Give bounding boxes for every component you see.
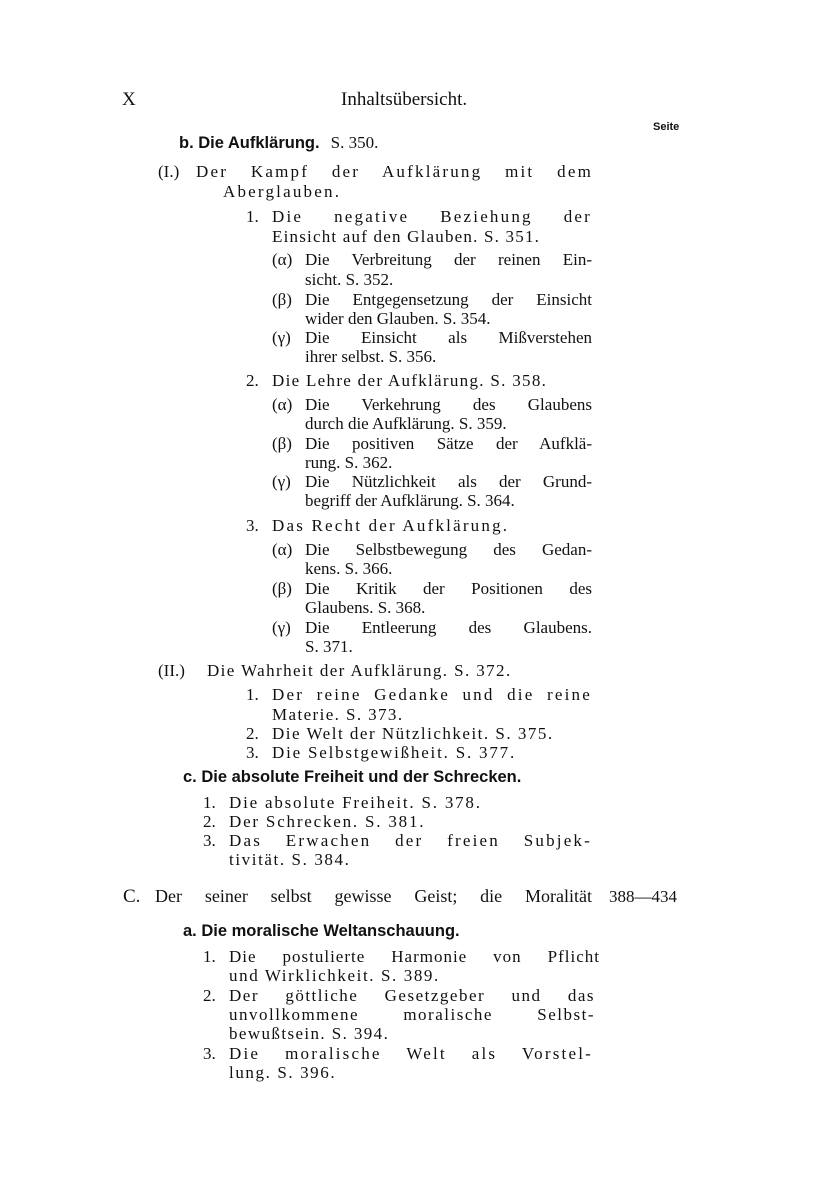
toc-entry-line: Die Selbstbewegung des Gedan- <box>305 540 592 559</box>
column-label-seite: Seite <box>653 121 680 133</box>
page-number: X <box>122 89 136 110</box>
part-II-title: Die Wahrheit der Aufklärung. S. 372. <box>207 661 512 680</box>
item-number: 2. <box>203 812 216 831</box>
toc-entry-line: ihrer selbst. S. 356. <box>305 347 437 366</box>
item-number: 2. <box>203 986 216 1005</box>
toc-entry-line: sicht. S. 352. <box>305 270 394 289</box>
part-II-label: (II.) <box>158 661 185 680</box>
toc-entry-line: Das Erwachen der freien Subjek- <box>229 831 592 850</box>
sub-label: (α) <box>272 395 293 414</box>
toc-entry-line: Einsicht auf den Glauben. S. 351. <box>272 227 541 246</box>
toc-entry-line: Die Entgegensetzung der Einsicht <box>305 290 592 309</box>
toc-entry-line: rung. S. 362. <box>305 453 393 472</box>
item-number: 2. <box>246 371 259 390</box>
toc-entry-line: und Wirklichkeit. S. 389. <box>229 966 440 985</box>
item-number: 3. <box>203 831 216 850</box>
toc-entry-line: wider den Glauben. S. 354. <box>305 309 491 328</box>
item-number: 2. <box>246 724 259 743</box>
toc-entry-line: Die Welt der Nützlichkeit. S. 375. <box>272 724 554 743</box>
part-C-title: Der seiner selbst gewisse Geist; die Moralität <box>155 886 592 906</box>
toc-entry-line: lung. S. 396. <box>229 1063 337 1082</box>
toc-entry-line: Die Verbreitung der reinen Ein- <box>305 250 592 269</box>
sub-label: (α) <box>272 540 293 559</box>
sub-label: (γ) <box>272 472 291 491</box>
toc-entry-line: Die Entleerung des Glaubens. <box>305 618 592 637</box>
section-heading-text: b. Die Aufklärung. <box>179 134 320 152</box>
sub-label: (α) <box>272 250 293 269</box>
toc-entry-line: Die Einsicht als Mißverstehen <box>305 328 592 347</box>
item-number: 1. <box>203 947 216 966</box>
toc-entry-line: Der reine Gedanke und die reine <box>272 685 592 704</box>
toc-entry-line: Materie. S. 373. <box>272 705 404 724</box>
part-C-pages: 388—434 <box>609 887 677 906</box>
toc-entry-line: Die absolute Freiheit. S. 378. <box>229 793 482 812</box>
toc-entry-line: unvollkommene moralische Selbst- <box>229 1005 595 1024</box>
toc-entry-line: bewußtsein. S. 394. <box>229 1024 390 1043</box>
item-number: 1. <box>246 685 259 704</box>
sub-label: (β) <box>272 579 292 598</box>
section-b-heading <box>179 133 378 153</box>
section-a-heading: a. Die moralische Weltanschauung. <box>183 922 460 940</box>
sub-label: (γ) <box>272 328 291 347</box>
item-number: 3. <box>246 743 259 762</box>
toc-entry-line: Die moralische Welt als Vorstel- <box>229 1044 593 1063</box>
toc-entry-line: Die Lehre der Aufklärung. S. 358. <box>272 371 548 390</box>
toc-entry-line: kens. S. 366. <box>305 559 393 578</box>
sub-label: (β) <box>272 434 292 453</box>
toc-entry-line: tivität. S. 384. <box>229 850 351 869</box>
part-C-label: C. <box>123 886 141 907</box>
toc-entry-line: Der Schrecken. S. 381. <box>229 812 426 831</box>
part-I-label: (I.) <box>158 162 180 181</box>
toc-entry-line: Glaubens. S. 368. <box>305 598 426 617</box>
toc-entry-line: Die Kritik der Positionen des <box>305 579 592 598</box>
toc-entry-line: S. 371. <box>305 637 353 656</box>
toc-entry-line: Die Verkehrung des Glaubens <box>305 395 592 414</box>
toc-entry-line: begriff der Aufklärung. S. 364. <box>305 491 515 510</box>
item-number: 1. <box>246 207 259 226</box>
toc-entry-line: Die postulierte Harmonie von Pflicht <box>229 947 600 966</box>
sub-label: (β) <box>272 290 292 309</box>
toc-entry-line: Das Recht der Aufklärung. <box>272 516 510 535</box>
toc-entry-line: Die Nützlichkeit als der Grund- <box>305 472 592 491</box>
toc-entry-line: Die negative Beziehung der <box>272 207 592 226</box>
item-number: 3. <box>246 516 259 535</box>
toc-entry-line: Die Selbstgewißheit. S. 377. <box>272 743 516 762</box>
sub-label: (γ) <box>272 618 291 637</box>
part-I-title-cont: Aberglauben. <box>223 182 342 201</box>
toc-entry-line: durch die Aufklärung. S. 359. <box>305 414 507 433</box>
part-I-title: Der Kampf der Aufklärung mit dem <box>196 162 593 181</box>
item-number: 1. <box>203 793 216 812</box>
section-c-heading: c. Die absolute Freiheit und der Schrecken. <box>183 768 522 786</box>
toc-entry-line: Die positiven Sätze der Aufklä- <box>305 434 592 453</box>
running-title: Inhaltsübersicht. <box>341 89 468 110</box>
toc-entry-line: Der göttliche Gesetzgeber und das <box>229 986 595 1005</box>
item-number: 3. <box>203 1044 216 1063</box>
section-heading-page: S. 350. <box>330 133 379 152</box>
